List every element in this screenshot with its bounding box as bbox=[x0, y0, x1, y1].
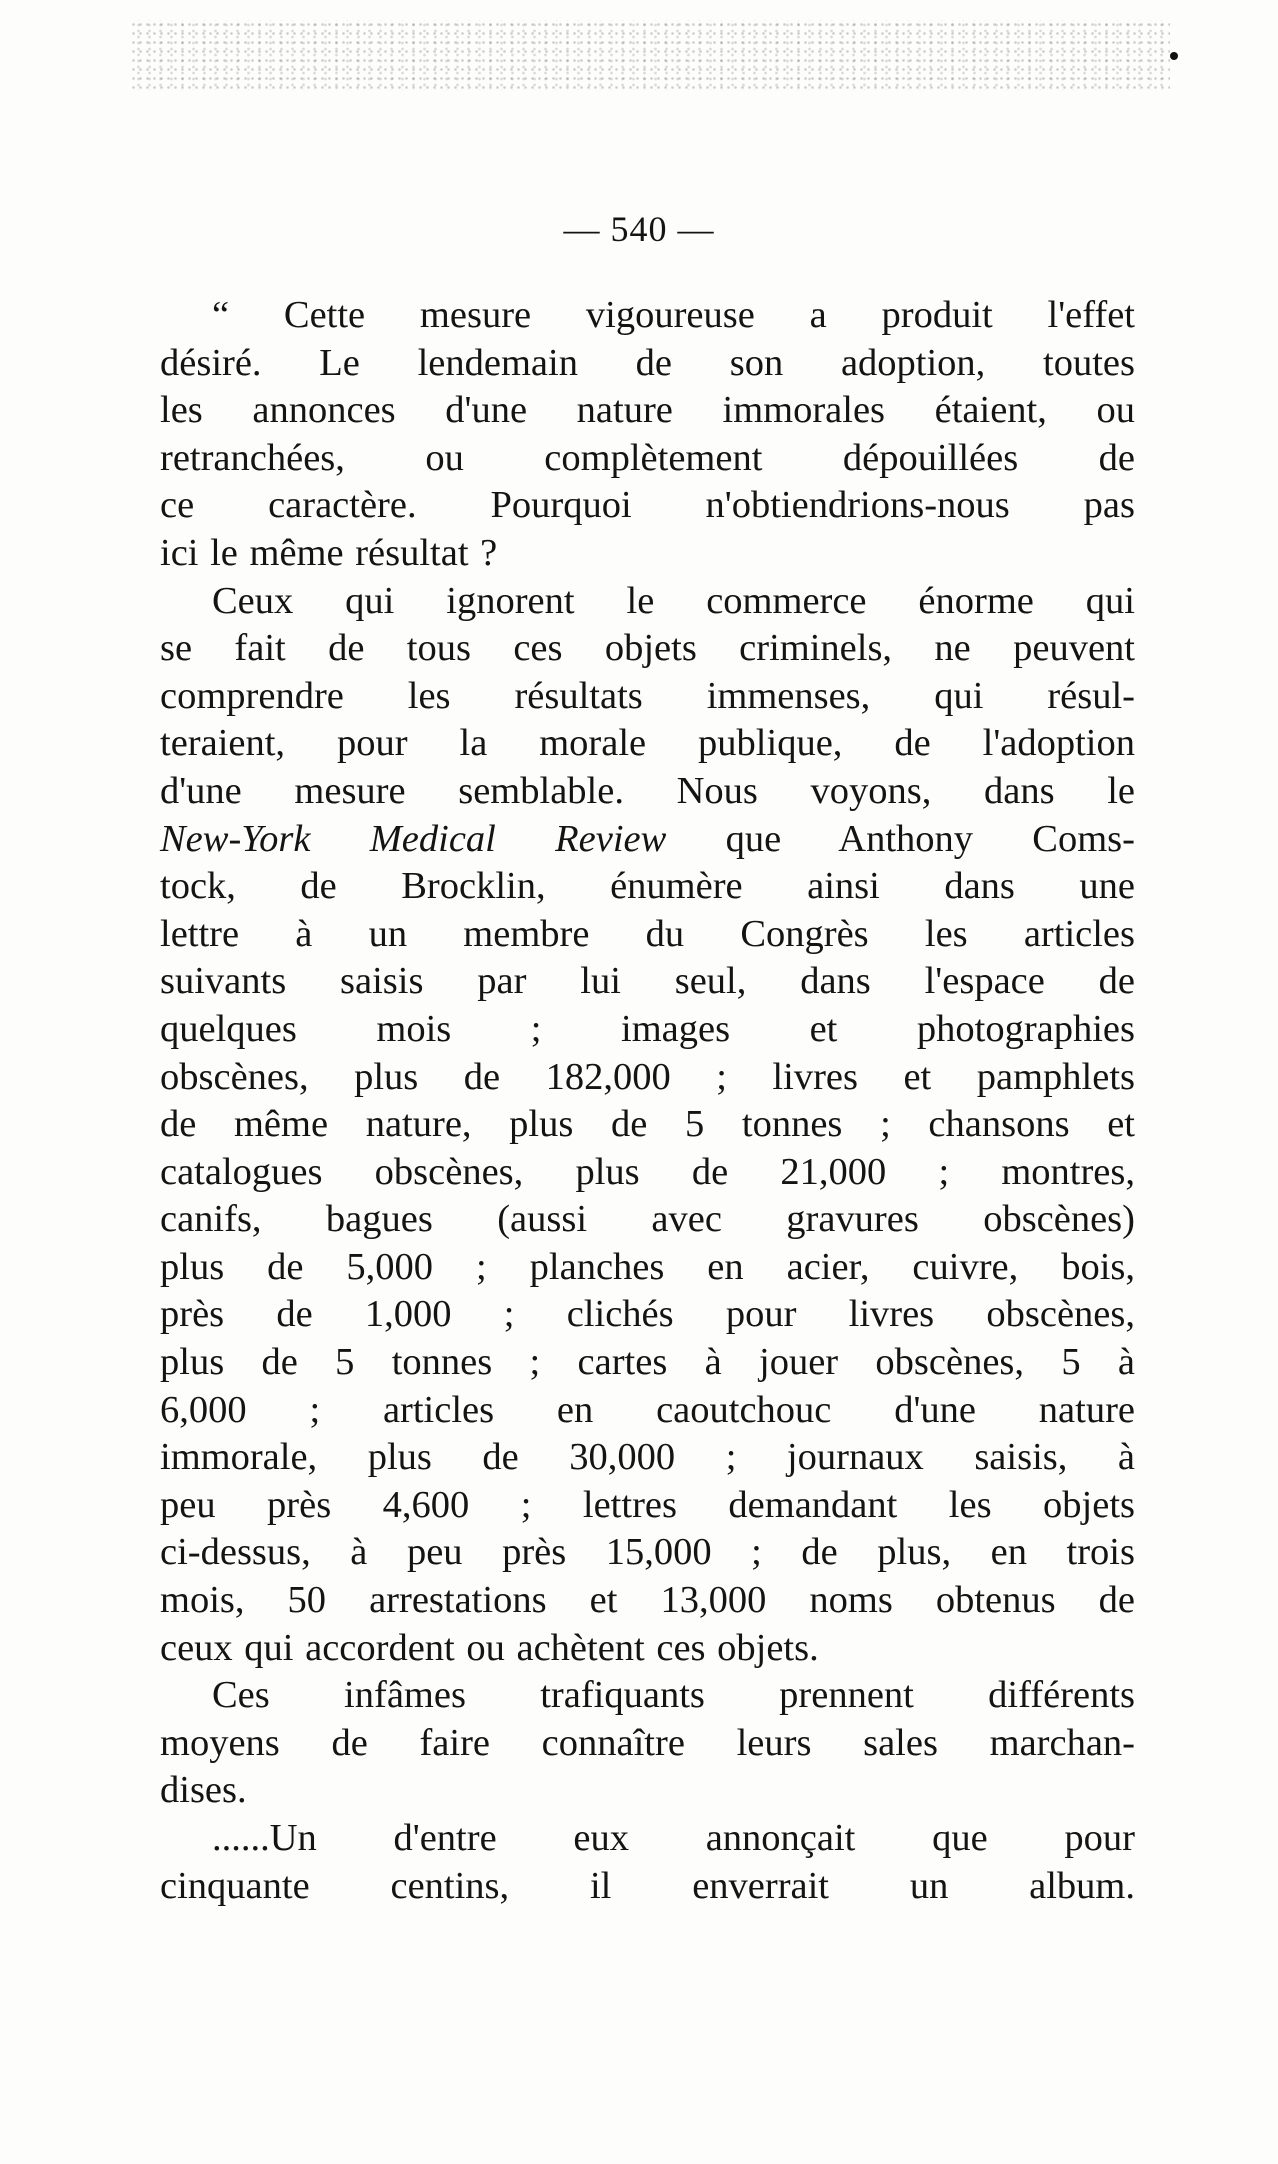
text-line: plus de 5 tonnes ; cartes à jouer obscènes, 5 à bbox=[160, 1341, 1135, 1384]
text-line: ici le même résultat ? bbox=[160, 531, 498, 574]
text-line: les annonces d'une nature immorales étaient, ou bbox=[160, 389, 1135, 432]
text-line: se fait de tous ces objets criminels, ne peuvent bbox=[160, 627, 1135, 670]
text-line: retranchées, ou complètement dépouillées de bbox=[160, 436, 1135, 479]
body-text bbox=[160, 292, 1135, 1910]
text-line: ......Un d'entre eux annonçait que pour bbox=[212, 1817, 1135, 1859]
text-line: immorale, plus de 30,000 ; journaux saisis, à bbox=[160, 1436, 1135, 1479]
text-line-rest: que Anthony Coms- bbox=[666, 817, 1135, 860]
text-line: moyens de faire connaître leurs sales marchan- bbox=[160, 1721, 1135, 1764]
text-line: “ Cette mesure vigoureuse a produit l'effet bbox=[212, 294, 1135, 336]
text-line: Ceux qui ignorent le commerce énorme qui bbox=[212, 579, 1135, 622]
text-line: mois, 50 arrestations et 13,000 noms obtenus de bbox=[160, 1579, 1135, 1622]
text-line: 6,000 ; articles en caoutchouc d'une nature bbox=[160, 1388, 1135, 1431]
text-line: canifs, bagues (aussi avec gravures obscènes) bbox=[160, 1198, 1135, 1241]
text-line: quelques mois ; images et photographies bbox=[160, 1007, 1135, 1050]
text-line: ce caractère. Pourquoi n'obtiendrions-nous pas bbox=[160, 484, 1135, 527]
text-line: de même nature, plus de 5 tonnes ; chansons et bbox=[160, 1103, 1135, 1146]
journal-title: New-York Medical Review bbox=[160, 817, 667, 860]
text-line: suivants saisis par lui seul, dans l'espace de bbox=[160, 960, 1135, 1003]
page-number: — 540 — bbox=[563, 209, 715, 249]
text-line: comprendre les résultats immenses, qui résul- bbox=[160, 674, 1135, 717]
text-line: ci-dessus, à peu près 15,000 ; de plus, en trois bbox=[160, 1531, 1135, 1574]
text-line: cinquante centins, il enverrait un album. bbox=[160, 1864, 1135, 1907]
text-line: peu près 4,600 ; lettres demandant les objets bbox=[160, 1483, 1135, 1526]
text-line bbox=[160, 816, 1135, 864]
scan-speck bbox=[1170, 52, 1178, 60]
text-line: catalogues obscènes, plus de 21,000 ; montres, bbox=[160, 1150, 1135, 1193]
text-line: obscènes, plus de 182,000 ; livres et pamphlets bbox=[160, 1055, 1135, 1098]
text-line: teraient, pour la morale publique, de l'adoption bbox=[160, 722, 1135, 765]
text-line: Ces infâmes trafiquants prennent différents bbox=[212, 1674, 1135, 1717]
scan-speckle bbox=[130, 20, 1170, 90]
text-line: tock, de Brocklin, énumère ainsi dans une bbox=[160, 865, 1135, 908]
text-line: plus de 5,000 ; planches en acier, cuivre, bois, bbox=[160, 1245, 1135, 1288]
text-line: lettre à un membre du Congrès les articles bbox=[160, 912, 1135, 955]
text-line: désiré. Le lendemain de son adoption, toutes bbox=[160, 341, 1135, 384]
text-line: ceux qui accordent ou achètent ces objets. bbox=[160, 1626, 819, 1669]
text-line: d'une mesure semblable. Nous voyons, dans le bbox=[160, 769, 1135, 812]
text-line: près de 1,000 ; clichés pour livres obscènes, bbox=[160, 1293, 1135, 1336]
text-line: dises. bbox=[160, 1769, 247, 1812]
